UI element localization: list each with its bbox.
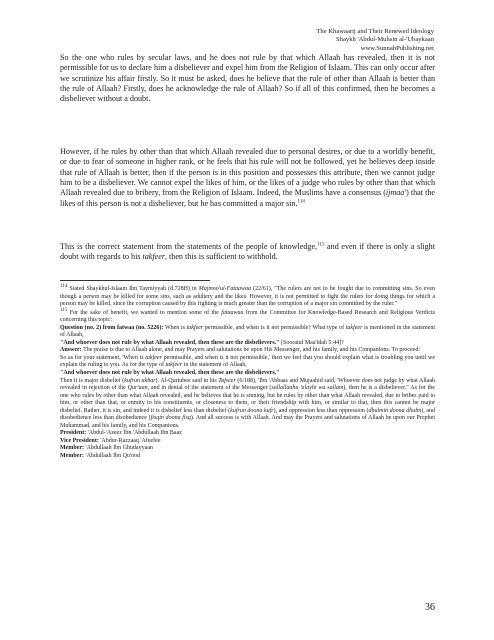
term-kufr-akbar: kufrun akbar	[124, 377, 156, 384]
page-number: 36	[425, 602, 435, 613]
signatory-vice-president	[60, 438, 435, 446]
answer-paragraph	[60, 355, 435, 370]
signatory-label: Member:	[60, 453, 84, 460]
paragraph-text: So the one who rules by secular laws, and he does not rule by that which Allaah has revealed, then it is not permissible for us to declare him a disbeliever and expel him from the Religion of Islaam. This can only occur after we scrutinize his affair firstly. So it must be asked, does he believe that the rule of other than Allaah is better than the rule of Allaah? Firstly, does he acknowledge the rule of Allaah? So if all of this confirmed, then he becomes a disbeliever without a doubt.	[60, 53, 435, 104]
signatory-president	[60, 430, 435, 438]
footnote-text: When is	[163, 324, 187, 331]
answer-label: Answer:	[60, 347, 82, 354]
signatory-name: 'Abdul-'Azeez Ibn 'Abdullaah Ibn Baaz	[86, 430, 182, 437]
body-paragraph-3	[60, 242, 435, 263]
signatory-label: President:	[60, 430, 87, 437]
answer-verse	[60, 370, 435, 378]
footnote-text: permissible, and when is it not permissible? What type of	[203, 324, 346, 331]
footnote-text: For the sake of benefit, we wanted to mention some of the	[67, 309, 222, 316]
signatory-name: 'Abdullaah Ibn Ghudayyaan	[84, 445, 153, 452]
paragraph-text: , then this is sufficient to withhold.	[165, 252, 278, 262]
term-takfeer: takfeer	[345, 324, 363, 331]
footnote-text: Stated Shaykhul-Islaam Ibn Taymiyyah (d.728H) in	[67, 286, 199, 292]
question-label: Question (no. 2) from fatwaa (no. 5226):	[60, 324, 164, 331]
signatory-member-2	[60, 453, 435, 461]
term-takfeer: takfeer	[145, 354, 162, 361]
verse-reference: [Sooratul Maa'idah 5:44]?	[279, 339, 344, 346]
footnote-number: 114	[60, 284, 68, 289]
paragraph-text: ) that the likes of this person is not a disbeliever, but he has committed a major sin.	[60, 188, 435, 208]
term-salawat: sallallaahu 'alayhi wa sallam	[271, 385, 344, 392]
term-takfeer: takfeer	[142, 252, 165, 262]
footnote-text: in the statement of Allaah,	[182, 362, 247, 369]
footnote-text: ), and disobedience less than disobedience (	[60, 407, 435, 422]
header-author: Shaykh 'Abdul-Muhsin al-'Ubaykaan	[336, 36, 434, 44]
footnotes	[60, 286, 435, 461]
verse-text: "And whoever does not rule by what Allaah revealed, then these are the disbelievers."	[60, 339, 280, 346]
footnote-divider	[60, 280, 210, 281]
footnote-text: from the Committee for Knowledge-Based Research and Religious Verdicts concerning this topic:	[60, 309, 435, 324]
term-takfeer: takfeer	[165, 362, 183, 369]
body-paragraph-2	[60, 147, 435, 209]
footnote-115	[60, 307, 435, 325]
term-takfeer: takfeer	[186, 324, 204, 331]
footnote-text: (22/61), "The rulers are not to be fought due to committing sins. So even though a person may be killed for some sins, such as adultery and the likes. However, it is not permitted to fight the rulers for doing things for which a person may be killed, since the corruption caused by this fighting is much greater than the corruption of a major sin committed by the ruler."	[60, 286, 435, 308]
paragraph-text: This is the correct statement from the statements of the people of knowledge,	[60, 242, 318, 251]
fatwa-answer	[60, 347, 435, 355]
footnote-text: (6/188), 'Ibn 'Abbaas and Mujaahid said, 'Whoever does not judge by what Allaah revealed in rejection of the	[60, 377, 435, 392]
verse-text: "And whoever does not rule by what Allaah revealed, then these are the disbelievers,"	[60, 370, 280, 377]
footnote-text: ). Al-Qurtubee said in his	[155, 377, 219, 384]
signatory-label: Member:	[60, 445, 84, 452]
footnote-text: Then it is major disbelief (	[60, 377, 125, 384]
footnote-text: ), then he is a disbeliever." As for the one who rules by other than what Allaah revealed, and he believes that he is sinning, but he rules by other than what Allaah revealed, due to bribes paid to him, or other than that, or enmity to his constituents, or closeness to them, or their friendship with him, or similar to that, then this cannot be major disbelief. Rather, it is sin, and indeed it is disbelief less than disbelief (	[60, 385, 435, 414]
footnote-ref-114[interactable]: 114	[297, 199, 305, 205]
signatory-label: Vice President:	[60, 437, 99, 444]
term-quraan: Qur'aan	[127, 385, 148, 392]
header-website: www.SunnahPublishing.net	[360, 44, 434, 52]
signatory-name: 'Abdur-Razzaaq 'Afeefee	[98, 437, 161, 444]
fatwa-question	[60, 325, 435, 340]
term-kufr-doona-kufr: kufrun doona kufr	[230, 407, 274, 414]
source-title: Majmoo'ul-Fataawaa	[198, 286, 252, 292]
footnote-number: 115	[60, 307, 68, 313]
body-paragraph-1	[60, 53, 435, 105]
term-dhulm: dhulmin doona dhulm	[368, 407, 422, 414]
paragraph-text: and even if there is only a slight doubt with regards to his	[60, 242, 435, 262]
signatory-name: 'Abdullaah Ibn Qu'ood	[84, 453, 140, 460]
paragraph-text: However, if he rules by other than that which Allaah revealed due to personal desires, or due to a worldly benefit, or due to fear of someone in higher rank, or he feels that his rule will not be followed, yet he believes deep inside that rule of Allaah is better, then if the person is in this position and possesses this attribute, then we cannot judge him to be a disbeliever. We cannot expel the likes of him, or the likes of a judge who rules by other than that which Allaah revealed due to bribery, from the Religion of Islaam. Indeed, the Muslims have a consensus (	[60, 147, 435, 198]
signatory-member-1	[60, 445, 435, 453]
header-book-title: The Khawaarij and Their Renewed Ideology	[316, 28, 434, 35]
term-ijmaa: ijmaa'	[385, 188, 407, 198]
footnote-text: So as for your statement, 'When is	[60, 354, 146, 361]
footnote-text: permissible, and when is it not permissible,' then we feel that you should explain what is troubling you until we explain the ruling to you. As for the type of	[60, 354, 435, 369]
term-fataawaa: fataawaa	[221, 309, 244, 316]
footnote-114	[60, 286, 435, 309]
term-tafseer: Tafseer	[218, 377, 236, 384]
footnote-text: is mentioned in the statement of Allaah,	[60, 324, 435, 339]
running-header	[174, 28, 434, 53]
footnote-text: , and in denial of the statement of the Messenger (	[147, 385, 272, 392]
footnote-text: ), and oppression less than oppression (	[273, 407, 369, 414]
term-fisq: fisqin doona fisq	[150, 415, 191, 422]
footnote-ref-115[interactable]: 115	[317, 242, 325, 248]
footnote-text: The praise is due to Allaah alone, and may Prayers and salutations be upon His Messenger, and his family, and his Companions. To proceed:	[81, 347, 420, 354]
footnote-text: ). And all success is with Allaah. And may the Prayers and salutations of Allaah be upon our Prophet Muhammad, and his family, and his Companions.	[60, 415, 435, 429]
answer-paragraph	[60, 378, 435, 431]
